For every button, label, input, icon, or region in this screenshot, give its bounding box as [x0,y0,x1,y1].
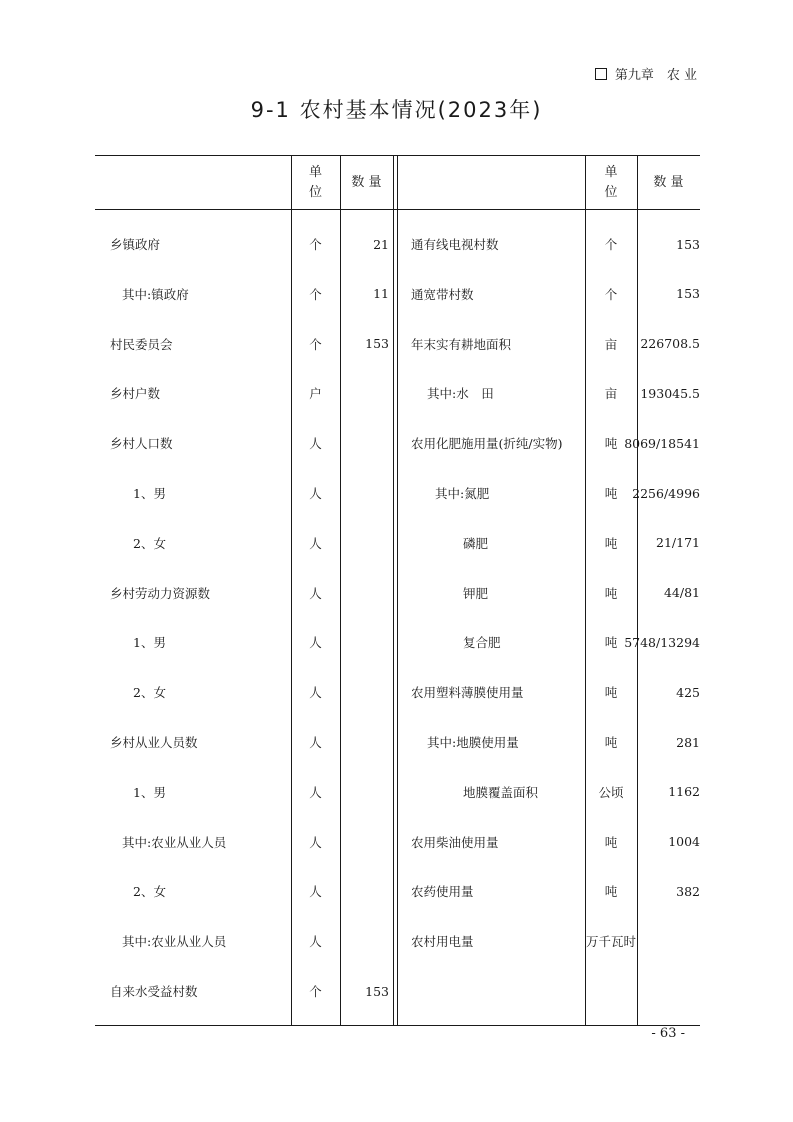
table-row [95,518,700,568]
table-row [95,368,700,418]
table-row [95,468,700,518]
row-name-right: 农村用电量 [411,934,474,950]
row-unit: 人 [309,486,322,501]
row-name-right: 年末实有耕地面积 [411,336,512,352]
row-value-right: 153 [676,236,700,252]
row-unit: 人 [309,436,322,452]
row-unit: 人 [309,735,322,750]
row-name-right: 地膜覆盖面积 [463,784,539,800]
row-name: 乡村劳动力资源数 [110,585,211,601]
row-value-right: 382 [676,883,700,899]
row-unit: 个 [309,237,322,252]
row-value [341,717,389,767]
row-unit-right: 吨 [604,834,618,850]
table-row [95,418,700,468]
table-row [95,767,700,817]
row-unit: 人 [309,834,322,850]
row-unit: 户 [309,386,322,402]
row-name: 1、男 [133,486,166,501]
row-unit-right: 吨 [604,486,618,501]
row-name: 2、女 [133,884,166,900]
row-value [341,916,389,966]
row-name-right: 其中:地膜使用量 [427,735,519,750]
row-value: 11 [373,286,389,302]
header-value-right: 数 量 [653,174,684,190]
row-value-right: 8069/18541 [624,435,700,451]
row-unit: 个 [309,984,322,999]
table-row [95,319,700,369]
chapter-heading [595,64,697,83]
row-value-right: 1004 [668,834,700,850]
row-unit: 人 [309,585,322,601]
row-value-right: 21/171 [656,535,700,551]
row-name: 1、男 [133,635,166,651]
row-name-right: 通宽带村数 [411,286,474,302]
row-unit: 人 [309,635,322,651]
row-value-right: 281 [676,734,700,750]
row-value [341,468,389,518]
page-number: - 63 - [651,1026,685,1041]
header-unit: 单 位 [308,164,322,200]
row-value-right: 44/81 [663,585,700,601]
row-value: 153 [365,336,389,352]
row-value [341,617,389,667]
row-name-right: 其中:氮肥 [435,486,490,501]
row-unit-right: 吨 [604,884,618,900]
row-value-right: 5748/13294 [624,634,700,650]
row-value [341,866,389,916]
row-value [341,518,389,568]
table-row [95,568,700,618]
row-value [341,568,389,618]
row-name: 自来水受益村数 [110,984,198,999]
row-unit-right: 个 [604,286,618,302]
row-value: 21 [373,236,389,252]
row-name-right: 农用柴油使用量 [411,834,499,850]
table-row [95,667,700,717]
table-row [95,866,700,916]
row-value-right [637,966,700,1016]
row-unit: 人 [309,784,322,800]
row-value-right: 226708.5 [640,336,700,352]
row-unit: 个 [309,286,322,302]
page-title: 9-1 农村基本情况(2023年) [250,98,543,122]
row-unit-right: 亩 [604,336,618,352]
row-name: 乡村人口数 [110,436,173,452]
row-value-right: 1162 [668,784,700,800]
header-value: 数 量 [351,174,382,190]
row-value [341,418,389,468]
row-name-right: 磷肥 [463,535,489,551]
row-unit-right: 吨 [604,436,618,452]
row-unit-right: 个 [604,237,618,252]
row-name: 其中:镇政府 [122,286,189,302]
row-unit-right: 吨 [604,635,618,651]
row-name: 其中:农业从业人员 [122,834,227,850]
checkbox-square-icon [595,68,607,80]
row-value [341,368,389,418]
row-value-right: 153 [676,286,700,302]
row-unit: 个 [309,336,322,352]
row-unit: 人 [309,934,322,950]
row-unit-right: 吨 [604,735,618,750]
row-name-right: 复合肥 [463,635,501,651]
row-value [341,767,389,817]
header-unit-right: 单 位 [604,164,618,200]
row-name: 其中:农业从业人员 [122,934,227,950]
row-unit-right: 万千瓦时 [585,934,636,950]
row-name: 乡镇政府 [110,237,161,252]
row-name: 2、女 [133,685,166,701]
row-unit-right: 亩 [604,386,618,402]
row-unit-right [585,966,637,1016]
table-row [95,916,700,966]
row-value-right: 425 [676,684,700,700]
table-row [95,269,700,319]
row-name: 乡村户数 [110,386,161,402]
row-unit: 人 [309,535,322,551]
row-name-right: 通有线电视村数 [411,237,499,252]
row-value-right: 2256/4996 [632,485,700,501]
row-name: 乡村从业人员数 [110,735,198,750]
statistics-table [95,155,700,1026]
chapter-label: 第九章 农 业 [614,68,697,83]
row-value [341,667,389,717]
row-name-right: 农药使用量 [411,884,474,900]
row-name-right [411,966,581,1016]
row-name: 1、男 [133,784,166,800]
row-value-right [637,916,700,966]
row-name-right: 其中:水 田 [427,386,494,402]
row-unit: 人 [309,884,322,900]
table-row [95,817,700,867]
table-row [95,717,700,767]
row-unit: 人 [309,685,322,701]
row-name-right: 钾肥 [463,585,489,601]
row-name: 村民委员会 [110,336,173,352]
table-row [95,617,700,667]
row-value: 153 [365,983,389,999]
row-name: 2、女 [133,535,166,551]
row-value-right: 193045.5 [640,385,700,401]
row-unit-right: 吨 [604,585,618,601]
row-value [341,817,389,867]
row-unit-right: 公顷 [598,784,624,800]
table-row [95,966,700,1016]
row-unit-right: 吨 [604,685,618,701]
table-row [95,219,700,269]
row-unit-right: 吨 [604,535,618,551]
row-name-right: 农用化肥施用量(折纯/实物) [411,436,563,452]
row-name-right: 农用塑料薄膜使用量 [411,685,524,701]
